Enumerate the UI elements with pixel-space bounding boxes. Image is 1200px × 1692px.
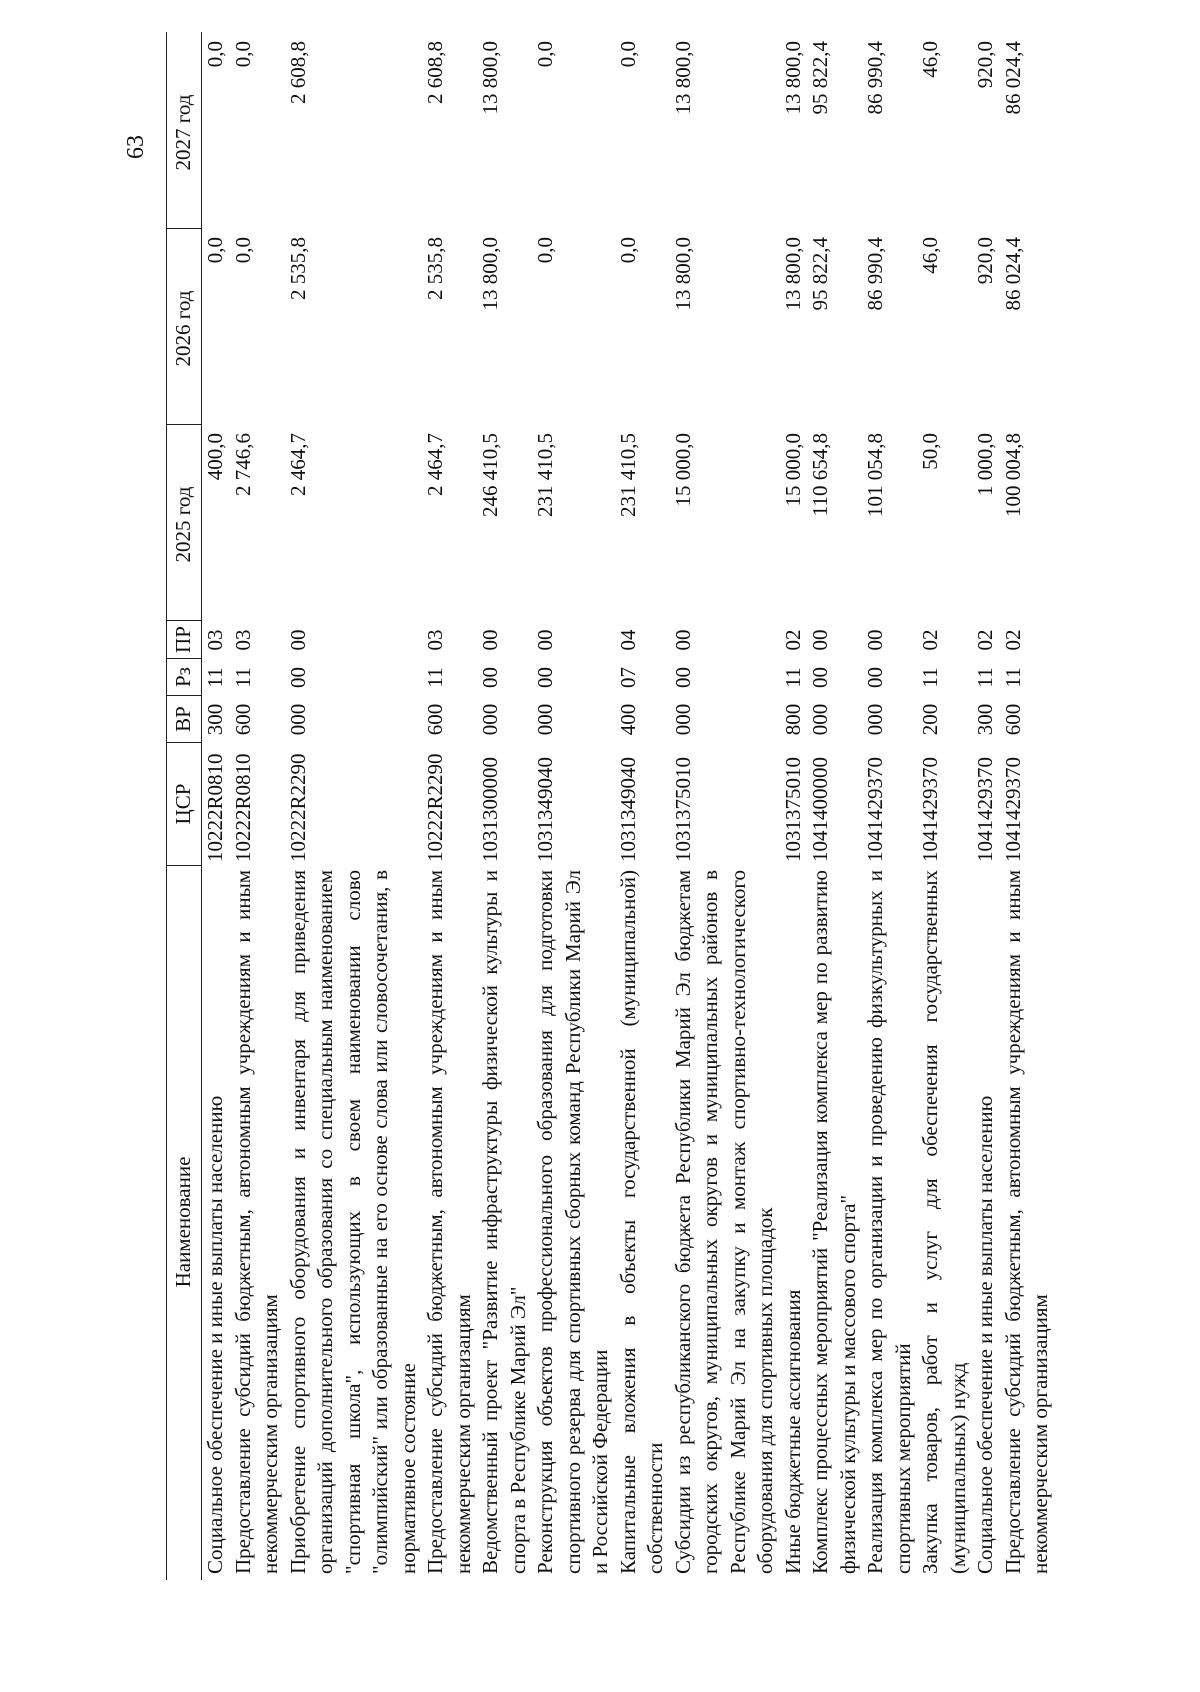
- row-2025-cell: 2 464,7: [285, 433, 310, 496]
- row-csr-cell: 1041429370: [918, 757, 942, 862]
- row-name-cell: Предоставление субсидий бюджетным, автономным учреждениям и иным некоммерческим организациям: [423, 870, 475, 1574]
- row-pr-cell: 02: [918, 629, 942, 651]
- row-vr-cell: 600: [230, 703, 255, 736]
- row-name-cell: Реализация комплекса мер по организации и проведению физкультурных и спортивных мероприятий: [863, 870, 915, 1574]
- header-rz: Рз: [167, 659, 201, 696]
- table-row: [285, 32, 423, 1580]
- row-pr-cell: 03: [230, 629, 255, 651]
- row-2025-cell: 2 464,7: [423, 433, 447, 496]
- row-rz-cell: 00: [533, 667, 557, 688]
- row-2026-cell: 13 800,0: [780, 237, 805, 311]
- row-vr-cell: 600: [423, 703, 447, 736]
- row-csr-cell: 1031375010: [670, 757, 695, 862]
- row-pr-cell: 00: [533, 629, 557, 651]
- row-2027-cell: 86 024,4: [1000, 41, 1025, 115]
- row-name-cell: Капитальные вложения в объекты государственной (муниципальной) собственности: [615, 870, 667, 1574]
- row-2026-cell: 13 800,0: [478, 237, 502, 311]
- row-csr-cell: 1031375010: [780, 757, 805, 862]
- row-2027-cell: 0,0: [615, 41, 640, 68]
- table-body: [202, 32, 1055, 1580]
- row-rz-cell: 00: [808, 667, 832, 688]
- row-2025-cell: 400,0: [203, 433, 227, 481]
- table-row: [477, 32, 532, 1580]
- row-name-cell: Ведомственный проект "Развитие инфраструктуры физической культуры и спорта в Республике Марий Эл": [478, 870, 530, 1574]
- row-rz-cell: 07: [615, 667, 640, 688]
- row-2025-cell: 246 410,5: [478, 433, 502, 517]
- row-2027-cell: 46,0: [918, 41, 942, 78]
- row-2026-cell: 13 800,0: [670, 237, 695, 311]
- row-pr-cell: 00: [285, 629, 310, 651]
- row-csr-cell: 10222R0810: [203, 753, 227, 862]
- row-2026-cell: 0,0: [203, 237, 227, 264]
- row-vr-cell: 000: [808, 703, 832, 736]
- header-csr: ЦСР: [167, 743, 201, 866]
- row-rz-cell: 11: [203, 667, 227, 688]
- row-pr-cell: 00: [863, 629, 887, 651]
- row-2026-cell: 2 535,8: [423, 237, 447, 300]
- row-pr-cell: 02: [1000, 629, 1025, 651]
- row-vr-cell: 200: [918, 703, 942, 736]
- row-2026-cell: 2 535,8: [285, 237, 310, 300]
- page-number: 63: [123, 135, 149, 159]
- table-row: [862, 32, 917, 1580]
- row-2025-cell: 2 746,6: [230, 433, 255, 496]
- row-csr-cell: 1031349040: [615, 757, 640, 862]
- row-csr-cell: 10222R2290: [423, 753, 447, 862]
- row-2027-cell: 86 990,4: [863, 41, 887, 115]
- row-pr-cell: 00: [808, 629, 832, 651]
- row-csr-cell: 1031349040: [533, 757, 557, 862]
- header-vr: ВР: [167, 696, 201, 743]
- row-rz-cell: 11: [780, 667, 805, 688]
- row-rz-cell: 00: [863, 667, 887, 688]
- row-2027-cell: 0,0: [533, 41, 557, 68]
- row-rz-cell: 11: [1000, 667, 1025, 688]
- row-vr-cell: 600: [1000, 703, 1025, 736]
- row-2027-cell: 2 608,8: [423, 41, 447, 104]
- row-csr-cell: 1041429370: [1000, 757, 1025, 862]
- row-2027-cell: 0,0: [203, 41, 227, 68]
- row-vr-cell: 400: [615, 703, 640, 736]
- row-vr-cell: 300: [973, 703, 997, 736]
- table-row: [422, 32, 477, 1580]
- header-name: Наименование: [171, 1156, 195, 1288]
- table-header: [167, 32, 202, 1580]
- row-2026-cell: 920,0: [973, 237, 997, 285]
- row-name-cell: Предоставление субсидий бюджетным, автономным учреждениям и иным некоммерческим организациям: [1000, 870, 1052, 1574]
- row-2026-cell: 0,0: [533, 237, 557, 264]
- row-name-cell: Социальное обеспечение и иные выплаты населению: [973, 1095, 997, 1574]
- row-name-cell: Комплекс процессных мероприятий "Реализация комплекса мер по развитию физической культуры и массового спорта": [808, 870, 860, 1574]
- table-row: [670, 32, 780, 1580]
- row-2025-cell: 231 410,5: [533, 433, 557, 517]
- row-2026-cell: 86 990,4: [863, 237, 887, 311]
- row-rz-cell: 00: [670, 667, 695, 688]
- header-pr: ПР: [167, 621, 201, 659]
- row-vr-cell: 000: [670, 703, 695, 736]
- table-row: [230, 32, 285, 1580]
- row-2027-cell: 13 800,0: [478, 41, 502, 115]
- row-pr-cell: 00: [478, 629, 502, 651]
- row-csr-cell: 10222R2290: [285, 753, 310, 862]
- row-name-cell: Социальное обеспечение и иные выплаты населению: [203, 1095, 227, 1574]
- row-pr-cell: 02: [780, 629, 805, 651]
- row-2027-cell: 95 822,4: [808, 41, 832, 115]
- header-2025: 2025 год: [167, 425, 201, 621]
- row-2025-cell: 101 054,8: [863, 433, 887, 517]
- row-2025-cell: 231 410,5: [615, 433, 640, 517]
- row-rz-cell: 00: [285, 667, 310, 688]
- row-2027-cell: 13 800,0: [780, 41, 805, 115]
- row-2025-cell: 100 004,8: [1000, 433, 1025, 517]
- row-2025-cell: 15 000,0: [780, 433, 805, 507]
- row-2027-cell: 2 608,8: [285, 41, 310, 104]
- row-name-cell: Субсидии из республиканского бюджета Республики Марий Эл бюджетам городских округов, муниципальных округов и муниципальных районов в Республике Марий Эл на закупку и монтаж спортивно-технологического оборудования для спортивных площадок: [670, 870, 777, 1574]
- row-2026-cell: 0,0: [615, 237, 640, 264]
- row-name-cell: Приобретение спортивного оборудования и инвентаря для приведения организаций дополнительного образования со специальным наименованием "спортивная школа", использующих в своем наименовании слово "олимпийский" или образованные на его основе слова или словосочетания, в нормативное состояние: [285, 870, 420, 1574]
- row-pr-cell: 00: [670, 629, 695, 651]
- row-name-cell: Закупка товаров, работ и услуг для обеспечения государственных (муниципальных) нужд: [918, 870, 970, 1574]
- row-2027-cell: 920,0: [973, 41, 997, 89]
- row-pr-cell: 02: [973, 629, 997, 651]
- row-pr-cell: 03: [423, 629, 447, 651]
- row-rz-cell: 11: [230, 667, 255, 688]
- row-rz-cell: 00: [478, 667, 502, 688]
- budget-table: [166, 32, 1055, 1580]
- row-vr-cell: 000: [863, 703, 887, 736]
- row-pr-cell: 03: [203, 629, 227, 651]
- header-2027: 2027 год: [167, 33, 201, 229]
- row-name-cell: Иные бюджетные ассигнования: [780, 1289, 805, 1574]
- row-2026-cell: 86 024,4: [1000, 237, 1025, 311]
- row-2025-cell: 1 000,0: [973, 433, 997, 496]
- row-2026-cell: 0,0: [230, 237, 255, 264]
- row-2025-cell: 110 654,8: [808, 433, 832, 517]
- row-csr-cell: 1041429370: [973, 757, 997, 862]
- row-vr-cell: 800: [780, 703, 805, 736]
- row-name-cell: Реконструкция объектов профессионального образования для подготовки спортивного резерва для спортивных сборных команд Республики Марий Эл и Российской Федерации: [533, 870, 612, 1574]
- row-vr-cell: 000: [478, 703, 502, 736]
- row-csr-cell: 10222R0810: [230, 753, 255, 862]
- table-row: [780, 32, 808, 1580]
- table-row: [615, 32, 670, 1580]
- row-vr-cell: 300: [203, 703, 227, 736]
- row-csr-cell: 1041400000: [808, 757, 832, 862]
- row-pr-cell: 04: [615, 629, 640, 651]
- table-row: [532, 32, 615, 1580]
- row-2026-cell: 95 822,4: [808, 237, 832, 311]
- row-rz-cell: 11: [423, 667, 447, 688]
- table-row: [202, 32, 230, 1580]
- row-vr-cell: 000: [533, 703, 557, 736]
- table-row: [917, 32, 972, 1580]
- row-2026-cell: 46,0: [918, 237, 942, 274]
- row-2025-cell: 15 000,0: [670, 433, 695, 507]
- row-rz-cell: 11: [973, 667, 997, 688]
- row-2025-cell: 50,0: [918, 433, 942, 470]
- table-row: [1000, 32, 1055, 1580]
- row-csr-cell: 1041429370: [863, 757, 887, 862]
- header-2026: 2026 год: [167, 229, 201, 425]
- table-row: [972, 32, 1000, 1580]
- row-2027-cell: 0,0: [230, 41, 255, 68]
- row-2027-cell: 13 800,0: [670, 41, 695, 115]
- table-row: [807, 32, 862, 1580]
- row-name-cell: Предоставление субсидий бюджетным, автономным учреждениям и иным некоммерческим организациям: [230, 870, 282, 1574]
- row-vr-cell: 000: [285, 703, 310, 736]
- row-rz-cell: 11: [918, 667, 942, 688]
- row-csr-cell: 1031300000: [478, 757, 502, 862]
